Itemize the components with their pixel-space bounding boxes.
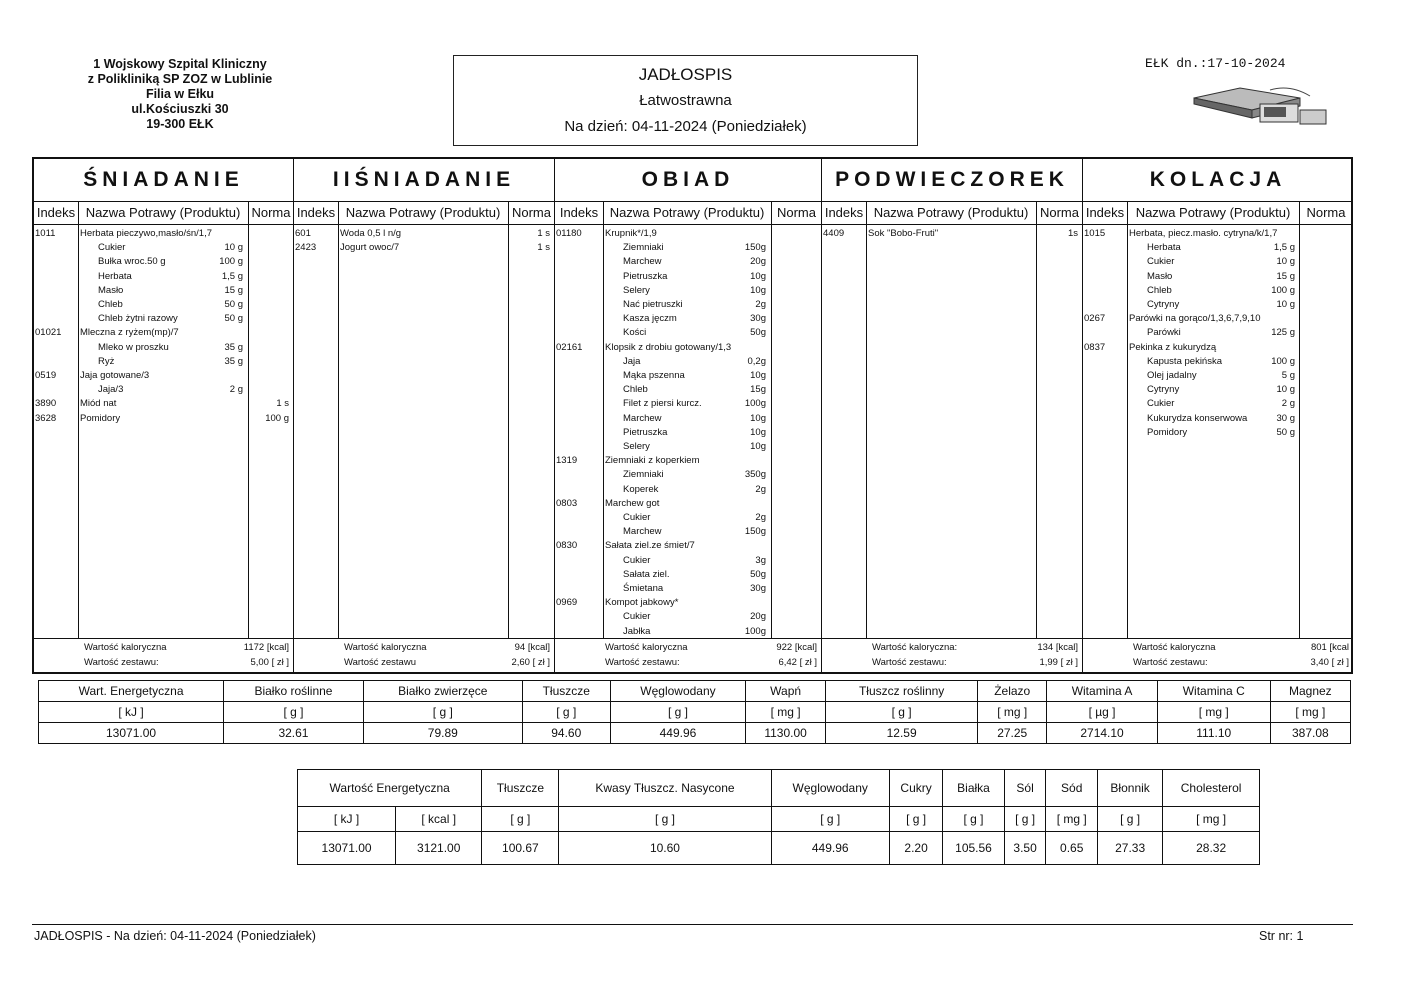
dish-name: Pomidory bbox=[80, 412, 121, 424]
summary-cell: [ kcal ] bbox=[396, 807, 482, 832]
summary-cell: 100.67 bbox=[482, 832, 559, 865]
summary-header-cell: Kwasy Tłuszcz. Nasycone bbox=[559, 770, 771, 807]
dish-name: Jaja gotowane/3 bbox=[80, 370, 150, 381]
nutrition-row-units bbox=[39, 702, 1351, 723]
column-divider bbox=[603, 201, 604, 638]
summary-header-cell: Tłuszcze bbox=[482, 770, 559, 807]
column-header-norma: Norma bbox=[1036, 201, 1083, 225]
quantity: 50g bbox=[750, 327, 766, 339]
ingredient-name: Herbata bbox=[98, 270, 132, 282]
summary-header-cell: Błonnik bbox=[1097, 770, 1162, 807]
ingredient-name: Chleb bbox=[1147, 284, 1172, 296]
nutrition-cell: [ µg ] bbox=[1047, 702, 1158, 723]
quantity: 20g bbox=[750, 611, 766, 623]
summary-cell: 3.50 bbox=[1004, 832, 1046, 865]
dish-name: Herbata pieczywo,masło/śn/1,7 bbox=[80, 228, 213, 239]
summary-kcal: 801 [kcal bbox=[1310, 642, 1349, 653]
summary-cell: 27.33 bbox=[1097, 832, 1162, 865]
summary-header-cell: Cholesterol bbox=[1163, 770, 1260, 807]
nutrition-cell: Witamina A bbox=[1047, 681, 1158, 702]
quantity: 30g bbox=[750, 313, 766, 325]
quantity: 10 g bbox=[1276, 256, 1295, 268]
hospital-line: 19-300 EŁK bbox=[146, 117, 214, 131]
summary-cell: [ mg ] bbox=[1046, 807, 1098, 832]
summary-cell: [ g ] bbox=[559, 807, 771, 832]
dish-index: 0519 bbox=[35, 370, 57, 381]
laptop-icon bbox=[1190, 84, 1330, 128]
menu-table bbox=[32, 157, 1353, 674]
ingredient-name: Marchew bbox=[623, 256, 662, 268]
dish-name: Parówki na gorąco/1,3,6,7,9,10 bbox=[1129, 313, 1261, 325]
quantity: 30 g bbox=[1276, 412, 1295, 424]
summary-kcal: 922 [kcal] bbox=[776, 642, 817, 653]
dish-index: 0969 bbox=[556, 597, 578, 609]
nutrition-cell: [ g ] bbox=[224, 702, 364, 723]
ingredient-name: Cytryny bbox=[1147, 299, 1180, 310]
ingredient-name: Cukier bbox=[623, 512, 651, 523]
ingredient-name: Masło bbox=[98, 284, 124, 296]
quantity: 0,2g bbox=[747, 355, 766, 367]
ingredient-name: Jabłka bbox=[623, 625, 651, 637]
ingredient-name: Cukier bbox=[623, 611, 651, 623]
dish-name: Sałata ziel.ze śmiet/7 bbox=[605, 540, 695, 552]
nutrition-cell: Witamina C bbox=[1157, 681, 1270, 702]
nutrition-table bbox=[38, 680, 1351, 744]
section-summary-line bbox=[1083, 638, 1353, 639]
section-summary-line bbox=[555, 638, 821, 639]
column-divider bbox=[771, 201, 772, 638]
summary-cell: [ g ] bbox=[943, 807, 1004, 832]
ingredient-name: Ziemniaki bbox=[623, 469, 664, 481]
dish-index: 1011 bbox=[35, 228, 56, 239]
summary-cell: 28.32 bbox=[1163, 832, 1260, 865]
summary-cell: 3121.00 bbox=[396, 832, 482, 865]
quantity: 15g bbox=[750, 384, 766, 396]
ingredient-name: Kasza jęczm bbox=[623, 313, 677, 325]
summary-kcal-label: Wartość kaloryczna bbox=[1133, 642, 1216, 653]
nutrition-cell: 449.96 bbox=[610, 723, 745, 744]
meal-title: ŚNIADANIE bbox=[34, 159, 293, 202]
quantity: 2g bbox=[755, 483, 766, 495]
quantity: 100g bbox=[744, 625, 766, 637]
nutrition-cell: [ mg ] bbox=[1270, 702, 1350, 723]
menu-date: Na dzień: 04-11-2024 (Poniedziałek) bbox=[564, 118, 807, 135]
ingredient-name: Cukier bbox=[1147, 256, 1175, 268]
dish-name: Marchew got bbox=[605, 497, 660, 509]
quantity: 50 g bbox=[224, 313, 243, 325]
meal-section bbox=[822, 159, 1083, 672]
column-header-index: Indeks bbox=[294, 201, 338, 225]
summary-header-cell: Białka bbox=[943, 770, 1004, 807]
ingredient-name: Kukurydza konserwowa bbox=[1147, 412, 1248, 424]
quantity: 1 s bbox=[537, 228, 550, 239]
ingredient-name: Masło bbox=[1147, 270, 1173, 282]
dish-index: 2423 bbox=[295, 242, 317, 254]
meal-section bbox=[34, 159, 294, 672]
ingredient-name: Filet z piersi kurcz. bbox=[623, 398, 702, 410]
summary-kcal-label: Wartość kaloryczna bbox=[605, 642, 688, 653]
nutrition-cell: 13071.00 bbox=[39, 723, 224, 744]
summary-header-cell: Wartość Energetyczna bbox=[298, 770, 482, 807]
dish-name: Ziemniaki z koperkiem bbox=[605, 455, 700, 467]
column-header-norma: Norma bbox=[248, 201, 294, 225]
quantity: 10 g bbox=[1276, 299, 1295, 310]
ingredient-name: Marchew bbox=[623, 412, 662, 424]
quantity: 10g bbox=[750, 426, 766, 438]
nutrition-cell: Białko roślinne bbox=[224, 681, 364, 702]
quantity: 15 g bbox=[224, 284, 243, 296]
nutrition-cell: [ kJ ] bbox=[39, 702, 224, 723]
summary-cost-label: Wartość zestawu: bbox=[1133, 657, 1208, 668]
column-divider bbox=[866, 201, 867, 638]
quantity: 20g bbox=[750, 256, 766, 268]
meal-title: KOLACJA bbox=[1083, 159, 1353, 202]
column-header-index: Indeks bbox=[34, 201, 78, 225]
ingredient-name: Jaja/3 bbox=[98, 384, 124, 396]
ingredient-name: Cukier bbox=[1147, 398, 1175, 410]
column-header-name: Nazwa Potrawy (Produktu) bbox=[338, 201, 508, 225]
nutrition-cell: [ mg ] bbox=[746, 702, 826, 723]
summary-cost-label: Wartość zestawu: bbox=[872, 657, 947, 668]
ingredient-name: Cukier bbox=[98, 242, 126, 254]
ingredient-name: Mleko w proszku bbox=[98, 341, 169, 353]
nutrition-cell: 27.25 bbox=[978, 723, 1047, 744]
ingredient-name: Herbata bbox=[1147, 242, 1181, 254]
column-divider bbox=[1299, 201, 1300, 638]
hospital-line: z Polikliniką SP ZOZ w Lublinie bbox=[87, 72, 273, 86]
dish-index: 4409 bbox=[823, 228, 845, 239]
quantity: 35 g bbox=[224, 355, 243, 367]
page-number: Str nr: 1 bbox=[1259, 929, 1304, 943]
nutrition-cell: [ g ] bbox=[522, 702, 610, 723]
column-header-norma: Norma bbox=[508, 201, 555, 225]
section-summary-line bbox=[34, 638, 293, 639]
quantity: 100g bbox=[744, 398, 766, 410]
hospital-line: ul.Kościuszki 30 bbox=[131, 102, 229, 116]
summary-cost: 1,99 [ zł ] bbox=[1039, 657, 1078, 668]
summary-cell: 2.20 bbox=[889, 832, 942, 865]
ingredient-name: Jaja bbox=[623, 355, 641, 367]
summary-cell: [ g ] bbox=[889, 807, 942, 832]
dish-name: Jogurt owoc/7 bbox=[340, 242, 400, 254]
quantity: 50g bbox=[750, 568, 766, 580]
column-header-index: Indeks bbox=[555, 201, 603, 225]
nutrition-cell: Magnez bbox=[1270, 681, 1350, 702]
column-divider bbox=[1036, 201, 1037, 638]
dish-index: 01021 bbox=[35, 327, 62, 339]
summary-cell: [ mg ] bbox=[1163, 807, 1260, 832]
quantity: 50 g bbox=[224, 299, 243, 310]
dish-index: 02161 bbox=[556, 341, 583, 353]
nutrition-summary-table bbox=[297, 769, 1260, 865]
column-divider bbox=[248, 201, 249, 638]
dish-name: Miód nat bbox=[80, 398, 117, 410]
ingredient-name: Olej jadalny bbox=[1147, 370, 1197, 381]
summary-cost-label: Wartość zestawu: bbox=[84, 657, 159, 668]
column-header-name: Nazwa Potrawy (Produktu) bbox=[1127, 201, 1299, 225]
quantity: 10g bbox=[750, 370, 766, 381]
ingredient-name: Pietruszka bbox=[623, 270, 668, 282]
summary-cell: [ g ] bbox=[1004, 807, 1046, 832]
quantity: 2g bbox=[755, 512, 766, 523]
quantity: 350g bbox=[744, 469, 766, 481]
summary-header-cell: Cukry bbox=[889, 770, 942, 807]
ingredient-name: Selery bbox=[623, 441, 650, 452]
nutrition-cell: Tłuszcze bbox=[522, 681, 610, 702]
summary-cell: 13071.00 bbox=[298, 832, 396, 865]
nutrition-cell: 79.89 bbox=[363, 723, 522, 744]
ingredient-name: Mąka pszenna bbox=[623, 370, 685, 381]
summary-header-cell: Węglowodany bbox=[771, 770, 889, 807]
nutrition-cell: Wapń bbox=[746, 681, 826, 702]
meal-section bbox=[555, 159, 822, 672]
dish-index: 0803 bbox=[556, 497, 578, 509]
quantity: 10g bbox=[750, 412, 766, 424]
ingredient-name: Pomidory bbox=[1147, 426, 1188, 438]
summary-cell: 10.60 bbox=[559, 832, 771, 865]
dish-name: Klopsik z drobiu gotowany/1,3 bbox=[605, 341, 732, 353]
column-header-index: Indeks bbox=[1083, 201, 1127, 225]
column-header-norma: Norma bbox=[1299, 201, 1353, 225]
nutrition-cell: [ g ] bbox=[826, 702, 978, 723]
quantity: 30g bbox=[750, 583, 766, 594]
quantity: 10 g bbox=[224, 242, 243, 254]
ingredient-name: Koperek bbox=[623, 483, 659, 495]
quantity: 10g bbox=[750, 441, 766, 452]
column-header-name: Nazwa Potrawy (Produktu) bbox=[78, 201, 248, 225]
hospital-line: Filia w Ełku bbox=[145, 87, 215, 101]
ingredient-name: Cukier bbox=[623, 554, 651, 566]
section-summary-line bbox=[294, 638, 554, 639]
quantity: 2 g bbox=[1281, 398, 1295, 410]
dish-index: 3628 bbox=[35, 412, 57, 424]
ingredient-name: Selery bbox=[623, 284, 650, 296]
summary-header-cell: Sól bbox=[1004, 770, 1046, 807]
ingredient-name: Chleb bbox=[623, 384, 648, 396]
column-divider bbox=[78, 201, 79, 638]
summary-row-values bbox=[298, 832, 1260, 865]
meal-title: OBIAD bbox=[555, 159, 821, 202]
quantity: 1 s bbox=[537, 242, 550, 254]
summary-cell: [ g ] bbox=[771, 807, 889, 832]
ingredient-name: Śmietana bbox=[623, 583, 664, 594]
dish-index: 0267 bbox=[1084, 313, 1106, 325]
summary-header-cell: Sód bbox=[1046, 770, 1098, 807]
summary-row-units bbox=[298, 807, 1260, 832]
dish-index: 0830 bbox=[556, 540, 578, 552]
quantity: 35 g bbox=[224, 341, 243, 353]
summary-kcal-label: Wartość kaloryczna bbox=[84, 642, 167, 653]
ingredient-name: Parówki bbox=[1147, 327, 1181, 339]
nutrition-cell: Tłuszcz roślinny bbox=[826, 681, 978, 702]
quantity: 10 g bbox=[1276, 384, 1295, 396]
ingredient-name: Kości bbox=[623, 327, 647, 339]
ingredient-name: Kapusta pekińska bbox=[1147, 355, 1222, 367]
quantity: 1s bbox=[1067, 228, 1078, 239]
ingredient-name: Nać pietruszki bbox=[623, 299, 683, 310]
section-summary-line bbox=[822, 638, 1082, 639]
column-header-norma: Norma bbox=[771, 201, 822, 225]
nutrition-row-headers bbox=[39, 681, 1351, 702]
issue-date: EŁK dn.:17-10-2024 bbox=[1145, 56, 1286, 71]
dish-index: 601 bbox=[295, 228, 311, 239]
ingredient-name: Sałata ziel. bbox=[623, 568, 670, 580]
nutrition-cell: [ g ] bbox=[610, 702, 745, 723]
dish-name: Krupnik*/1,9 bbox=[605, 228, 657, 239]
quantity: 125 g bbox=[1271, 327, 1295, 339]
quantity: 10g bbox=[750, 270, 766, 282]
summary-kcal: 1172 [kcal] bbox=[243, 642, 289, 653]
summary-cost-label: Wartość zestawu bbox=[344, 657, 416, 668]
nutrition-cell: Wart. Energetyczna bbox=[39, 681, 224, 702]
nutrition-cell: 94.60 bbox=[522, 723, 610, 744]
quantity: 100 g bbox=[1271, 355, 1295, 367]
column-header-index: Indeks bbox=[822, 201, 866, 225]
summary-kcal: 134 [kcal] bbox=[1037, 642, 1078, 653]
summary-cost: 6,42 [ zł ] bbox=[778, 657, 817, 668]
nutrition-cell: [ mg ] bbox=[1157, 702, 1270, 723]
summary-cell: 0.65 bbox=[1046, 832, 1098, 865]
summary-cost: 5,00 [ zł ] bbox=[250, 657, 289, 668]
dish-name: Herbata, piecz.masło. cytryna/k/1,7 bbox=[1129, 228, 1278, 239]
dish-name: Woda 0,5 l n/g bbox=[340, 228, 402, 239]
nutrition-cell: Węglowodany bbox=[610, 681, 745, 702]
column-divider bbox=[508, 201, 509, 638]
ingredient-name: Pietruszka bbox=[623, 426, 668, 438]
dish-index: 0837 bbox=[1084, 341, 1106, 353]
nutrition-cell: Żelazo bbox=[978, 681, 1047, 702]
meal-section bbox=[1083, 159, 1353, 672]
ingredient-name: Chleb żytni razowy bbox=[98, 313, 178, 325]
ingredient-name: Chleb bbox=[98, 299, 123, 310]
quantity: 100 g bbox=[219, 256, 243, 268]
ingredient-name: Bułka wroc.50 g bbox=[98, 256, 166, 268]
summary-cost-label: Wartość zestawu: bbox=[605, 657, 680, 668]
dish-index: 1319 bbox=[556, 455, 578, 467]
summary-row-headers bbox=[298, 770, 1260, 807]
hospital-line: 1 Wojskowy Szpital Kliniczny bbox=[93, 57, 267, 71]
column-header-name: Nazwa Potrawy (Produktu) bbox=[603, 201, 771, 225]
summary-kcal-label: Wartość kaloryczna bbox=[344, 642, 427, 653]
summary-cell: 105.56 bbox=[943, 832, 1004, 865]
summary-kcal: 94 [kcal] bbox=[514, 642, 550, 653]
quantity: 2g bbox=[755, 299, 766, 310]
quantity: 1,5 g bbox=[1273, 242, 1295, 254]
nutrition-cell: [ g ] bbox=[363, 702, 522, 723]
meal-title: PODWIECZOREK bbox=[822, 159, 1082, 202]
footer-rule bbox=[32, 924, 1353, 925]
quantity: 150g bbox=[744, 526, 766, 538]
document-title: JADŁOSPIS bbox=[638, 65, 733, 84]
dish-name: Kompot jabkowy* bbox=[605, 597, 679, 609]
dish-name: Pekinka z kukurydzą bbox=[1129, 341, 1217, 353]
quantity: 50 g bbox=[1276, 426, 1295, 438]
quantity: 150g bbox=[744, 242, 766, 254]
nutrition-cell: Białko zwierzęce bbox=[363, 681, 522, 702]
quantity: 10g bbox=[750, 284, 766, 296]
summary-cost: 2,60 [ zł ] bbox=[511, 657, 550, 668]
nutrition-cell: [ mg ] bbox=[978, 702, 1047, 723]
dish-index: 3890 bbox=[35, 398, 57, 410]
nutrition-cell: 111.10 bbox=[1157, 723, 1270, 744]
column-divider bbox=[1127, 201, 1128, 638]
nutrition-cell: 1130.00 bbox=[746, 723, 826, 744]
hospital-address bbox=[60, 57, 300, 132]
summary-cell: [ g ] bbox=[1097, 807, 1162, 832]
dish-index: 1015 bbox=[1084, 228, 1106, 239]
ingredient-name: Ziemniaki bbox=[623, 242, 664, 254]
quantity: 3g bbox=[755, 554, 766, 566]
summary-cell: [ kJ ] bbox=[298, 807, 396, 832]
ingredient-name: Cytryny bbox=[1147, 384, 1180, 396]
nutrition-cell: 387.08 bbox=[1270, 723, 1350, 744]
nutrition-cell: 12.59 bbox=[826, 723, 978, 744]
summary-kcal-label: Wartość kaloryczna: bbox=[872, 642, 958, 653]
column-divider bbox=[338, 201, 339, 638]
nutrition-cell: 2714.10 bbox=[1047, 723, 1158, 744]
summary-cell: 449.96 bbox=[771, 832, 889, 865]
quantity: 2 g bbox=[229, 384, 243, 396]
title-box bbox=[453, 55, 918, 146]
dish-name: Sok "Bobo-Fruti" bbox=[868, 228, 939, 239]
nutrition-row-values bbox=[39, 723, 1351, 744]
diet-name: Łatwostrawna bbox=[639, 92, 732, 109]
quantity: 1,5 g bbox=[221, 270, 243, 282]
dish-name: Mleczna z ryżem(mp)/7 bbox=[80, 327, 179, 339]
summary-cost: 3,40 [ zł ] bbox=[1310, 657, 1349, 668]
nutrition-cell: 32.61 bbox=[224, 723, 364, 744]
dish-index: 01180 bbox=[556, 228, 582, 239]
quantity: 100 g bbox=[1271, 284, 1295, 296]
ingredient-name: Marchew bbox=[623, 526, 662, 538]
ingredient-name: Ryż bbox=[98, 355, 115, 367]
meal-title: IIŚNIADANIE bbox=[294, 159, 554, 202]
footer-text: JADŁOSPIS - Na dzień: 04-11-2024 (Poniedziałek) bbox=[34, 929, 316, 943]
column-header-name: Nazwa Potrawy (Produktu) bbox=[866, 201, 1036, 225]
meal-section bbox=[294, 159, 555, 672]
quantity: 5 g bbox=[1281, 370, 1295, 381]
quantity: 100 g bbox=[265, 412, 289, 424]
quantity: 15 g bbox=[1276, 270, 1295, 282]
summary-cell: [ g ] bbox=[482, 807, 559, 832]
quantity: 1 s bbox=[276, 398, 289, 410]
